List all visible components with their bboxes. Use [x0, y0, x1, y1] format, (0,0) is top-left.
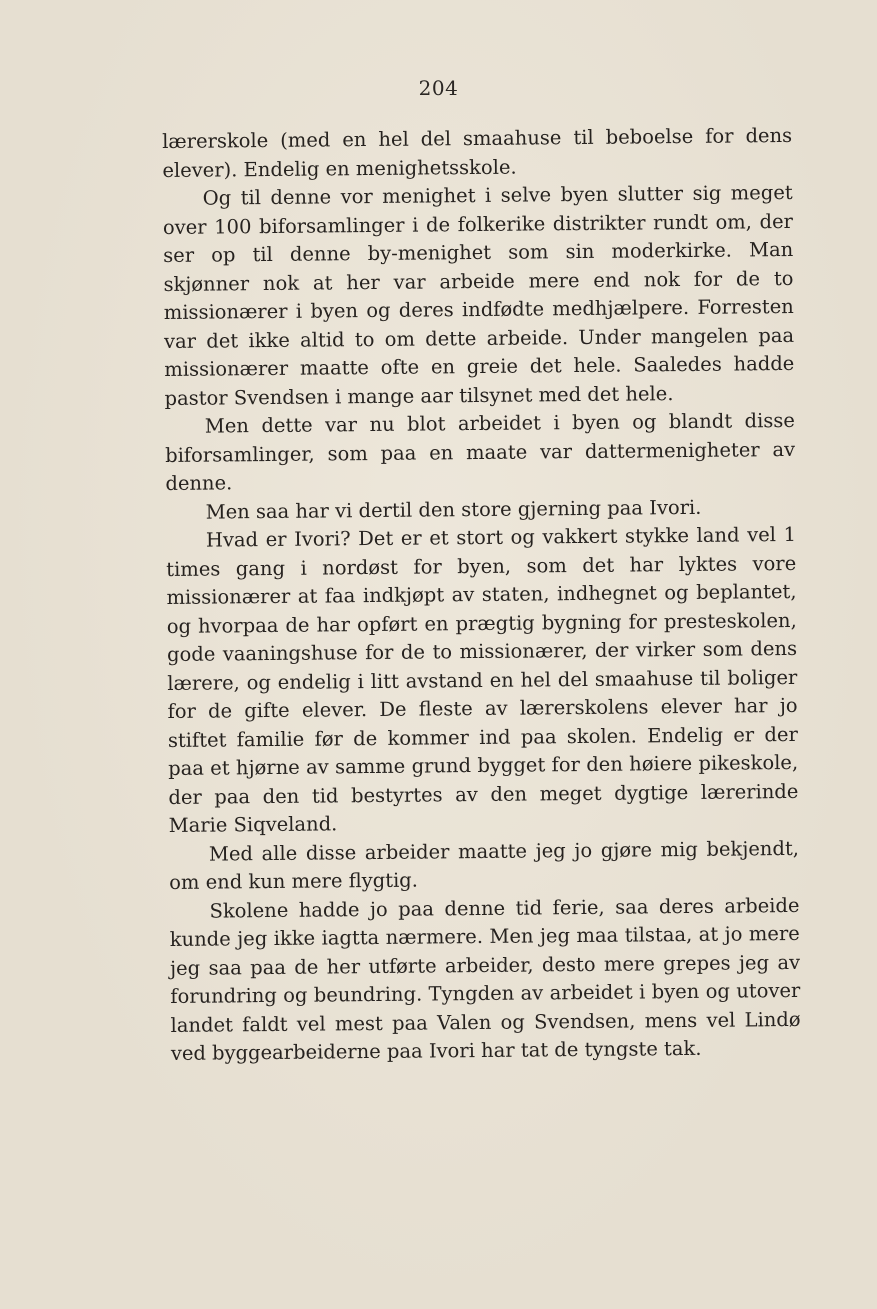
paragraph: Og til denne vor menighet i selve byen slutter sig meget over 100 biforsamlinger i de folkerike distrikter rundt om, der ser op til denne by-menighet som sin moderkirke. Man skjønner nok at her var arbeide mere end nok for de to missionærer i byen og deres indfødte medhjælpere. Forresten var det ikke altid to om dette arbeide. Under mangelen paa missionærer maatte ofte en greie det hele. Saaledes hadde pastor Svendsen i mange aar tilsynet med det hele. — [162, 180, 795, 410]
paragraph: Med alle disse arbeider maatte jeg jo gjøre mig bekjendt, om end kun mere flygtig. — [169, 836, 800, 894]
paragraph: Hvad er Ivori? Det er et stort og vakkert stykke land vel 1 times gang i nordøst for byen, som det har lyktes vore missionærer at faa indkjøpt av staten, indhegnet og beplantet, og hvorpaa de har opført en prægtig bygning for presteskolen, gode vaaningshuse for de to missionærer, der virker som dens lærere, og endelig i litt avstand en hel del smaahuse til boliger for de gifte elever. De fleste av lærerskolens elever har jo stiftet familie før de kommer ind paa skolen. Endelig er der paa et hjørne av samme grund bygget for den høiere pikeskole, der paa den tid bestyrtes av den meget dygtige lærerinde Marie Siqveland. — [166, 522, 799, 837]
paragraph: lærerskole (med en hel del smaahuse til beboelse for dens elever). Endelig en menighetsskole. — [162, 123, 793, 182]
body-text — [162, 122, 801, 1069]
paragraph: Skolene hadde jo paa denne tid ferie, saa deres arbeide kunde jeg ikke iagtta nærmere. Men jeg maa tilstaa, at jo mere jeg saa paa de her utførte arbeider, desto mere grepes jeg av forundring og beundring. Tyngden av arbeidet i byen og utover landet faldt vel mest paa Valen og Svendsen, mens vel Lindø ved byggearbeiderne paa Ivori har tat de tyngste tak. — [169, 893, 801, 1065]
paragraph: Men dette var nu blot arbeidet i byen og blandt disse biforsamlinger, som paa en maate var dattermenigheter av denne. — [165, 408, 796, 495]
paragraph: Men saa har vi dertil den store gjerning paa Ivori. — [205, 495, 702, 524]
page-number: 204 — [418, 76, 459, 100]
